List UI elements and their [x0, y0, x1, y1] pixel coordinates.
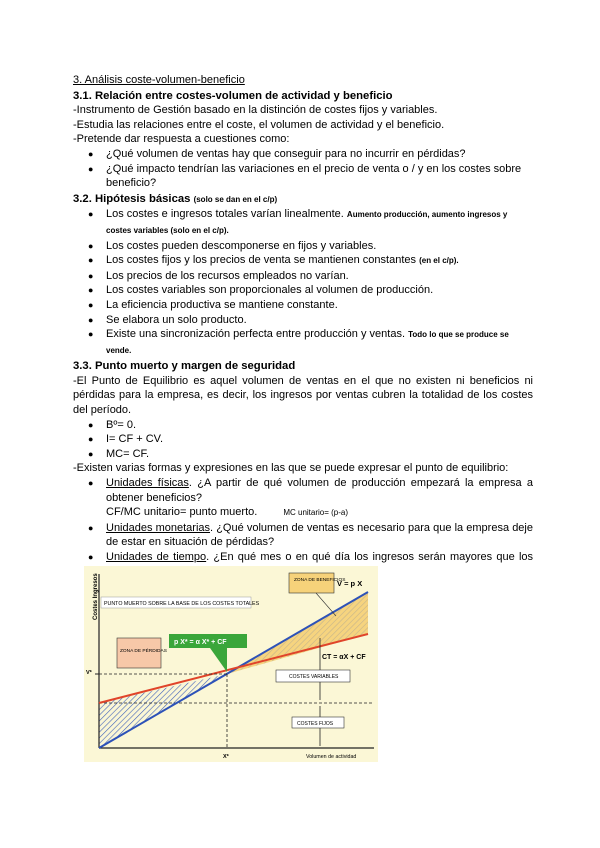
- s32-title-text: 3.2. Hipótesis básicas: [73, 192, 191, 205]
- s31-bullet-1: ● ¿Qué volumen de ventas hay que conseguir para no incurrir en pérdidas?: [73, 147, 533, 162]
- u1-label: Unidades físicas: [106, 477, 189, 490]
- income-line-label: V = p X: [337, 579, 363, 588]
- s33-unit-monetarias: [73, 521, 533, 550]
- s33-ways: -Existen varias formas y expresiones en las que se puede expresar el punto de equilibrio:: [73, 462, 509, 475]
- document-page: [73, 73, 533, 579]
- s32-bullet-5: ● Los costes variables son proporcionales al volumen de producción.: [73, 283, 533, 298]
- fixed-cost-label: COSTES FIJOS: [297, 721, 334, 727]
- s31-line-3: -Pretende dar respuesta a cuestiones como:: [73, 133, 290, 146]
- profit-zone-label: ZONA DE BENEFICIOS: [294, 578, 346, 583]
- section-3-1-title: 3.1. Relación entre costes-volumen de actividad y beneficio: [73, 89, 393, 102]
- v-star-label: V*: [86, 670, 92, 676]
- section-3-3-title: 3.3. Punto muerto y margen de seguridad: [73, 360, 296, 373]
- s32-bullet-7: ● Se elabora un solo producto.: [73, 313, 533, 328]
- u2-label: Unidades monetarias: [106, 521, 211, 534]
- u1-text: . ¿A partir de qué volumen de producción empezará la empresa a obtener beneficios?: [106, 477, 533, 504]
- profit-zone-box: [289, 573, 334, 593]
- y-axis-label: Costes Ingresos: [93, 573, 99, 620]
- s32-b1-text: Los costes e ingresos totales varían linealmente.: [106, 208, 344, 221]
- s32-bullet-4: ● Los precios de los recursos empleados no varían.: [73, 269, 533, 284]
- break-even-formula: p X* = α X* + CF: [174, 639, 227, 646]
- s32-bullet-6: ● La eficiencia productiva se mantiene constante.: [73, 298, 533, 313]
- u1-formula: CF/MC unitario= punto muerto.: [106, 506, 258, 519]
- s31-line-2: -Estudia las relaciones entre el coste, el volumen de actividad y el beneficio.: [73, 118, 445, 131]
- s33-formula-1: ● Bº= 0.: [73, 418, 533, 433]
- section-3-title: 3. Análisis coste-volumen-beneficio: [73, 74, 245, 86]
- s31-bullet-list: [73, 147, 533, 191]
- s33-intro: -El Punto de Equilibrio es aquel volumen de ventas en el que no existen ni beneficios ni pérdidas para la empresa, es decir, los ingresos por ventas cubren la totalidad de los costes del período.: [73, 374, 533, 417]
- s31-bullet-2: ● ¿Qué impacto tendrían las variaciones en el precio de venta o / y en los costes sobre beneficio?: [73, 162, 533, 191]
- s32-bullet-2: ● Los costes pueden descomponerse en fijos y variables.: [73, 239, 533, 254]
- u3-label: Unidades de tiempo: [106, 551, 207, 563]
- s32-b3-text: Los costes fijos y los precios de venta se mantienen constantes: [106, 254, 417, 267]
- s32-b1-note: Aumento producción, aumento ingresos y costes variables (solo en el c/p).: [106, 210, 508, 235]
- s32-title-note: (solo se dan en el c/p): [193, 194, 278, 204]
- section-3-2-title: [73, 192, 533, 208]
- chart-title: PUNTO MUERTO SOBRE LA BASE DE LOS COSTES TOTALES: [104, 601, 260, 607]
- x-star-label: X*: [223, 754, 229, 760]
- total-cost-line-label: CT = αX + CF: [322, 654, 366, 661]
- s31-line-1: -Instrumento de Gestión basado en la distinción de costes fijos y variables.: [73, 104, 438, 117]
- u2-text: . ¿Qué volumen de ventas es necesario para que la empresa deje de estar en situación de pérdidas?: [106, 521, 533, 549]
- s33-formula-list: [73, 418, 533, 462]
- u1-note: MC unitario= (p-a): [283, 508, 349, 518]
- s32-b3-note: (en el c/p).: [419, 256, 459, 266]
- s33-formula-3: ● MC= CF.: [73, 447, 533, 462]
- s32-bullet-1: [73, 207, 533, 238]
- s32-b8-note: Todo lo que se produce se vende.: [106, 330, 509, 355]
- s33-formula-2: ● I= CF + CV.: [73, 432, 533, 447]
- break-even-chart: [84, 566, 378, 762]
- u3-text: . ¿En qué mes o en qué día los ingresos serán mayores que los: [206, 551, 534, 563]
- s32-bullet-3: [73, 253, 533, 269]
- s33-units-list: [73, 476, 533, 505]
- s32-b8-text: Existe una sincronización perfecta entre producción y ventas.: [106, 328, 405, 341]
- loss-zone-label: ZONA DE PÉRDIDAS: [120, 649, 167, 654]
- s32-bullet-8: [73, 327, 533, 358]
- s33-unit-fisicas: [73, 476, 533, 505]
- variable-cost-label: COSTES VARIABLES: [289, 674, 339, 680]
- x-axis-label: Volumen de actividad: [306, 754, 357, 760]
- s32-bullet-list: [73, 207, 533, 358]
- u1-formula-line: [73, 505, 533, 521]
